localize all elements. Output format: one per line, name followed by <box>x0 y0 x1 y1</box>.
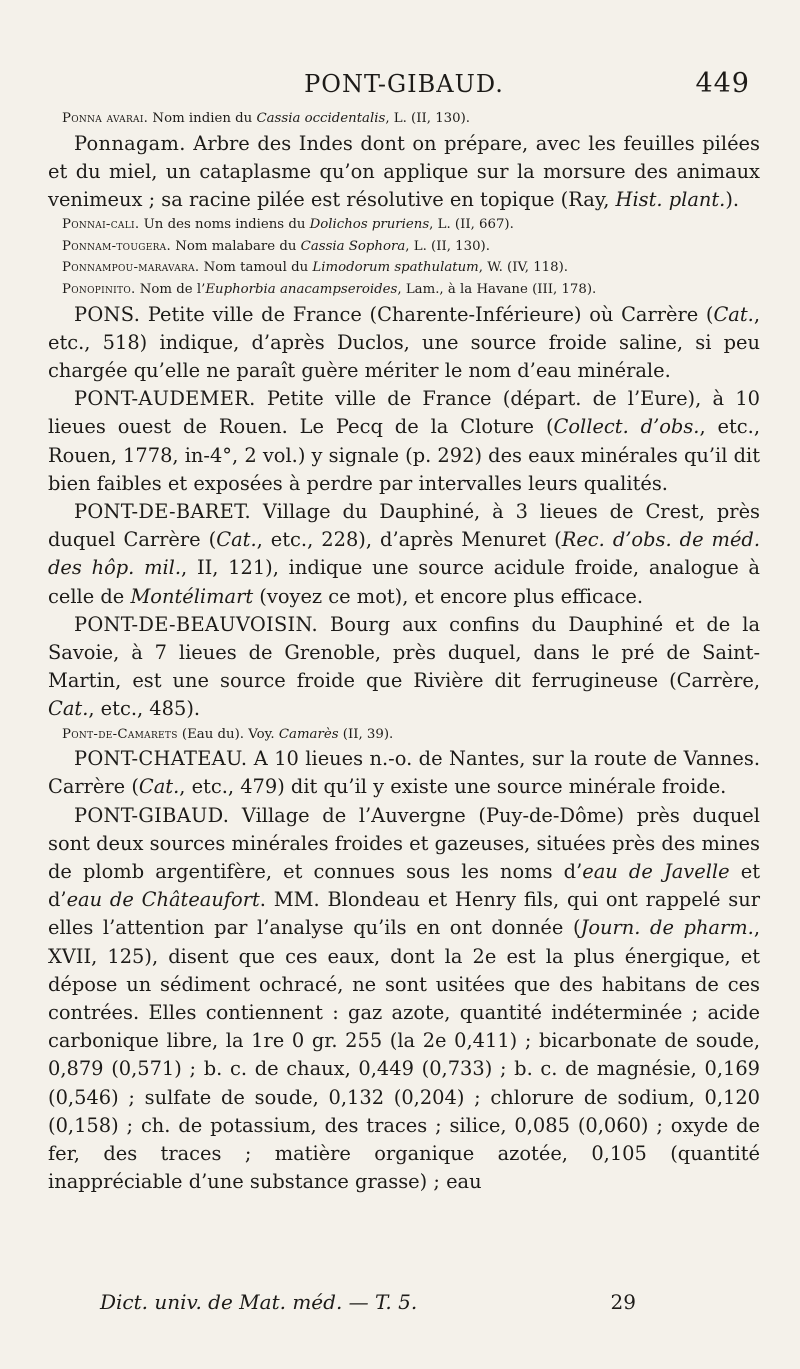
entry-headword: Pont-de-Camarets <box>62 726 178 742</box>
entry-text: , Lam., à la Havane (III, 178). <box>397 281 597 297</box>
entry-headword: Ponnagam. <box>74 131 186 155</box>
dictionary-entry <box>48 498 760 611</box>
entry-italic-text: Camarès <box>278 726 339 742</box>
dictionary-entries <box>48 108 760 1196</box>
page-number: 449 <box>695 68 750 99</box>
entry-italic-text: eau de Javelle <box>582 860 730 884</box>
dictionary-entry <box>48 724 760 746</box>
entry-headword: Ponnai-cali. <box>62 217 140 233</box>
entry-text: , L. (II, 667). <box>429 217 514 233</box>
entry-text: (II, 39). <box>338 726 394 742</box>
entry-headword: Ponnam-tougera. <box>62 238 172 254</box>
entry-text: Petite ville de France (Charente-Inférieure) où Carrère ( <box>140 302 714 326</box>
entry-text: , L. (II, 130). <box>405 238 490 254</box>
entry-italic-text: Cat. <box>713 302 754 326</box>
entry-headword: PONT-DE-BARET. <box>74 500 251 523</box>
footer-signature: Dict. univ. de Mat. méd. — T. 5. <box>100 1290 418 1314</box>
entry-text: ). <box>725 188 740 211</box>
entry-italic-text: Cat. <box>216 528 257 552</box>
entry-text: , L. (II, 130). <box>385 111 470 126</box>
entry-italic-text: Montélimart <box>130 584 254 608</box>
entry-text: A 10 lieues n.-o. de Nantes, sur la route de Vannes. Carrère ( <box>48 747 760 799</box>
entry-headword: Ponopinito. <box>62 281 136 297</box>
entry-text: (voyez ce mot), et encore plus efficace. <box>253 584 643 608</box>
entry-italic-text: Collect. d’obs. <box>553 415 700 439</box>
entry-headword: PONT-DE-BEAUVOISIN. <box>74 612 319 636</box>
dictionary-entry <box>48 214 760 236</box>
dictionary-entry <box>48 385 760 498</box>
entry-italic-text: Euphorbia anacampseroides <box>205 281 398 297</box>
page-header <box>48 68 760 108</box>
entry-text: , W. (IV, 118). <box>478 260 568 276</box>
dictionary-entry <box>48 745 760 801</box>
entry-text: . MM. Blondeau et Henry fils, qui ont rappelé sur elles l’attention par l’analyse qu’ils en ont donnée ( <box>48 888 760 940</box>
entry-italic-text: Limodorum spathulatum <box>312 260 479 276</box>
entry-italic-text: Cat. <box>138 775 180 799</box>
entry-italic-text: Cassia occidentalis <box>256 111 386 126</box>
entry-text: , II, 121), indique une source acidule froide, analogue à celle de <box>48 556 760 608</box>
entry-text: , etc., 479) dit qu’il y existe une source minérale froide. <box>179 775 727 799</box>
running-title: PONT-GIBAUD. <box>304 70 504 98</box>
entry-headword: PONT-AUDEMER. <box>74 387 256 411</box>
dictionary-entry <box>48 802 760 1197</box>
entry-text: , etc., 518) indique, d’après Duclos, une source froide saline, si peu chargée qu’elle ne paraît guère mériter le nom d’eau minérale. <box>48 302 760 382</box>
entry-text: Nom indien du <box>148 111 257 126</box>
entry-text: , XVII, 125), disent que ces eaux, dont la 2e est la plus énergique, et dépose un sédiment ochracé, ne sont usitées que des habitans de ces contrées. Elles contiennent : gaz azote, quantité indéterminée ; acide carbonique libre, la 1re 0 gr. 255 (la 2e 0,411) ; bicarbonate de soude, 0,879 (0,571) ; b. c. de chaux, 0,449 (0,733) ; b. c. de magnésie, 0,169 (0,546) ; sulfate de soude, 0,132 (0,204) ; chlorure de sodium, 0,120 (0,158) ; ch. de potassium, des traces ; silice, 0,085 (0,060) ; oxyde de fer, des traces ; matière organique azotée, 0,105 (quantité inappréciable d’une substance grasse) ; eau <box>48 916 760 1194</box>
entry-italic-text: eau de Châteaufort <box>66 888 260 912</box>
entry-italic-text: Rec. d’obs. de méd. des hôp. mil. <box>48 528 760 580</box>
entry-text: et d’ <box>48 860 760 912</box>
entry-headword: Ponna avarai. <box>62 111 149 126</box>
entry-text: Bourg aux confins du Dauphiné et de la Savoie, à 7 lieues de Grenoble, près duquel, dans le pré de Saint-Martin, est une source froide que Rivière dit ferrugineuse (Carrère, <box>48 612 760 693</box>
entry-text: Arbre des Indes dont on prépare, avec les feuilles pilées et du miel, un cataplasme qu’on applique sur la morsure des animaux venimeux ; sa racine pilée est résolutive en topique (Ray, <box>48 131 760 211</box>
entry-italic-text: Dolichos pruriens <box>309 217 430 233</box>
entry-headword: PONT-GIBAUD. <box>74 803 230 827</box>
dictionary-entry <box>48 611 760 724</box>
entry-text: , etc., 485). <box>88 697 201 721</box>
dictionary-entry <box>48 279 760 301</box>
entry-italic-text: Hist. plant. <box>615 188 726 211</box>
dictionary-entry <box>48 130 760 215</box>
entry-text: Petite ville de France (départ. de l’Eure), à 10 lieues ouest de Rouen. Le Pecq de la Cloture ( <box>48 387 760 439</box>
entry-italic-text: Journ. de pharm. <box>580 916 754 940</box>
entry-text: Village de l’Auvergne (Puy-de-Dôme) près duquel sont deux sources minérales froides et gazeuses, situées près des mines de plomb argentifère, et connues sous les noms d’ <box>48 803 760 884</box>
entry-text: Nom malabare du <box>171 238 301 254</box>
entry-italic-text: Cat. <box>48 697 89 721</box>
dictionary-entry <box>48 301 760 386</box>
entry-text: Nom tamoul du <box>199 260 313 276</box>
entry-headword: PONT-CHATEAU. <box>74 747 248 771</box>
entry-text: Village du Dauphiné, à 3 lieues de Crest, près duquel Carrère ( <box>48 500 760 552</box>
entry-italic-text: Cassia Sophora <box>300 238 406 254</box>
dictionary-entry <box>48 108 760 130</box>
entry-text: , etc., Rouen, 1778, in-4°, 2 vol.) y signale (p. 292) des eaux minérales qu’il dit bien faibles et exposées à perdre par intervalles leurs qualités. <box>48 415 761 495</box>
entry-text: Nom de l’ <box>135 281 206 297</box>
entry-headword: PONS. <box>74 302 141 326</box>
entry-text: (Eau du). Voy. <box>177 726 279 742</box>
page-footer <box>100 1290 746 1314</box>
entry-headword: Ponnampou-maravara. <box>62 260 200 276</box>
signature-number: 29 <box>610 1290 636 1314</box>
dictionary-entry <box>48 236 760 258</box>
entry-text: , etc., 228), d’après Menuret ( <box>256 528 562 552</box>
dictionary-entry <box>48 257 760 279</box>
entry-text: Un des noms indiens du <box>139 217 310 233</box>
